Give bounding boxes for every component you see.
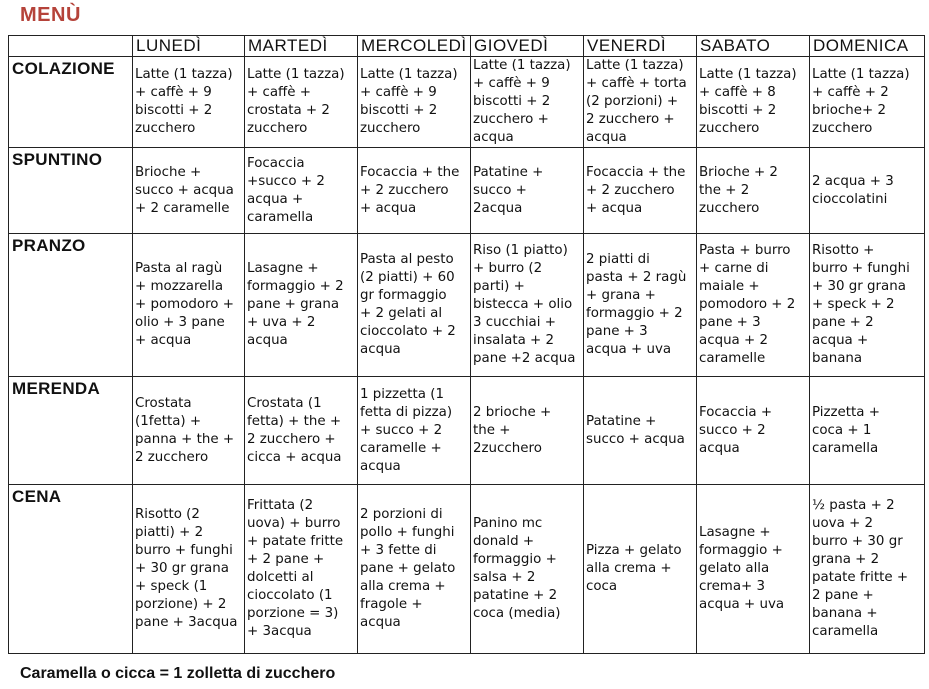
menu-cell: Patatine + succo + 2acqua: [471, 148, 584, 234]
menu-cell: Lasagne + formaggio + gelato alla crema+ 3 acqua + uva: [697, 485, 810, 654]
menu-cell: Panino mc donald + formaggio + salsa + 2 patatine + 2 coca (media): [471, 485, 584, 654]
menu-cell: Latte (1 tazza) + caffè + 2 brioche+ 2 zucchero: [810, 57, 925, 148]
meal-row-pranzo: [9, 234, 925, 377]
meal-row-spuntino: [9, 148, 925, 234]
menu-cell: Latte (1 tazza) + caffè + 8 biscotti + 2 zucchero: [697, 57, 810, 148]
menu-cell: Brioche + succo + acqua + 2 caramelle: [133, 148, 245, 234]
meal-label: MERENDA: [9, 377, 133, 485]
menu-cell: Latte (1 tazza) + caffè + 9 biscotti + 2 zucchero + acqua: [471, 57, 584, 148]
menu-cell: 2 acqua + 3 cioccolatini: [810, 148, 925, 234]
meal-label: SPUNTINO: [9, 148, 133, 234]
menu-cell: Latte (1 tazza) + caffè + 9 biscotti + 2 zucchero: [133, 57, 245, 148]
menu-cell: Pasta + burro + carne di maiale + pomodoro + 2 pane + 3 acqua + 2 caramelle: [697, 234, 810, 377]
menu-cell: Focaccia +succo + 2 acqua + caramella: [245, 148, 358, 234]
menu-cell: Focaccia + succo + 2 acqua: [697, 377, 810, 485]
day-header: VENERDÌ: [584, 36, 697, 57]
meal-label: CENA: [9, 485, 133, 654]
day-header: SABATO: [697, 36, 810, 57]
corner-cell: [9, 36, 133, 57]
menu-cell: Frittata (2 uova) + burro + patate fritte + 2 pane + dolcetti al cioccolato (1 porzione = 3) + 3acqua: [245, 485, 358, 654]
menu-cell: Pizza + gelato alla crema + coca: [584, 485, 697, 654]
header-row: [9, 36, 925, 57]
menu-cell: Latte (1 tazza) + caffè + torta (2 porzioni) + 2 zucchero + acqua: [584, 57, 697, 148]
menu-cell: Risotto + burro + funghi + 30 gr grana + speck + 2 pane + 2 acqua + banana: [810, 234, 925, 377]
meal-row-merenda: [9, 377, 925, 485]
menu-cell: 2 piatti di pasta + 2 ragù + grana + formaggio + 2 pane + 3 acqua + uva: [584, 234, 697, 377]
day-header: GIOVEDÌ: [471, 36, 584, 57]
menu-cell: Risotto (2 piatti) + 2 burro + funghi + 30 gr grana + speck (1 porzione) + 2 pane + 3acqua: [133, 485, 245, 654]
menu-cell: Crostata (1 fetta) + the + 2 zucchero + cicca + acqua: [245, 377, 358, 485]
menu-cell: Lasagne + formaggio + 2 pane + grana + uva + 2 acqua: [245, 234, 358, 377]
menu-cell: Focaccia + the + 2 zucchero + acqua: [584, 148, 697, 234]
day-header: MERCOLEDÌ: [358, 36, 471, 57]
menu-cell: ½ pasta + 2 uova + 2 burro + 30 gr grana + 2 patate fritte + 2 pane + banana + caramella: [810, 485, 925, 654]
meal-row-colazione: [9, 57, 925, 148]
menu-cell: Crostata (1fetta) + panna + the + 2 zucchero: [133, 377, 245, 485]
menu-cell: Riso (1 piatto) + burro (2 parti) + bistecca + olio 3 cucchiai + insalata + 2 pane +2 acqua: [471, 234, 584, 377]
day-header: MARTEDÌ: [245, 36, 358, 57]
menu-cell: 1 pizzetta (1 fetta di pizza) + succo + 2 caramelle + acqua: [358, 377, 471, 485]
page-title: MENÙ: [20, 4, 81, 26]
menu-cell: Latte (1 tazza) + caffè + crostata + 2 zucchero: [245, 57, 358, 148]
menu-cell: Pasta al ragù + mozzarella + pomodoro + olio + 3 pane + acqua: [133, 234, 245, 377]
meal-label: COLAZIONE: [9, 57, 133, 148]
menu-cell: Patatine + succo + acqua: [584, 377, 697, 485]
meal-label: PRANZO: [9, 234, 133, 377]
menu-cell: 2 porzioni di pollo + funghi + 3 fette di pane + gelato alla crema + fragole + acqua: [358, 485, 471, 654]
menu-table: [8, 35, 925, 654]
menu-cell: 2 brioche + the + 2zucchero: [471, 377, 584, 485]
menu-cell: Latte (1 tazza) + caffè + 9 biscotti + 2 zucchero: [358, 57, 471, 148]
meal-row-cena: [9, 485, 925, 654]
footnote: Caramella o cicca = 1 zolletta di zucchero: [20, 665, 336, 682]
day-header: DOMENICA: [810, 36, 925, 57]
menu-cell: Pasta al pesto (2 piatti) + 60 gr formaggio + 2 gelati al cioccolato + 2 acqua: [358, 234, 471, 377]
menu-cell: Pizzetta + coca + 1 caramella: [810, 377, 925, 485]
menu-cell: Brioche + 2 the + 2 zucchero: [697, 148, 810, 234]
menu-cell: Focaccia + the + 2 zucchero + acqua: [358, 148, 471, 234]
day-header: LUNEDÌ: [133, 36, 245, 57]
